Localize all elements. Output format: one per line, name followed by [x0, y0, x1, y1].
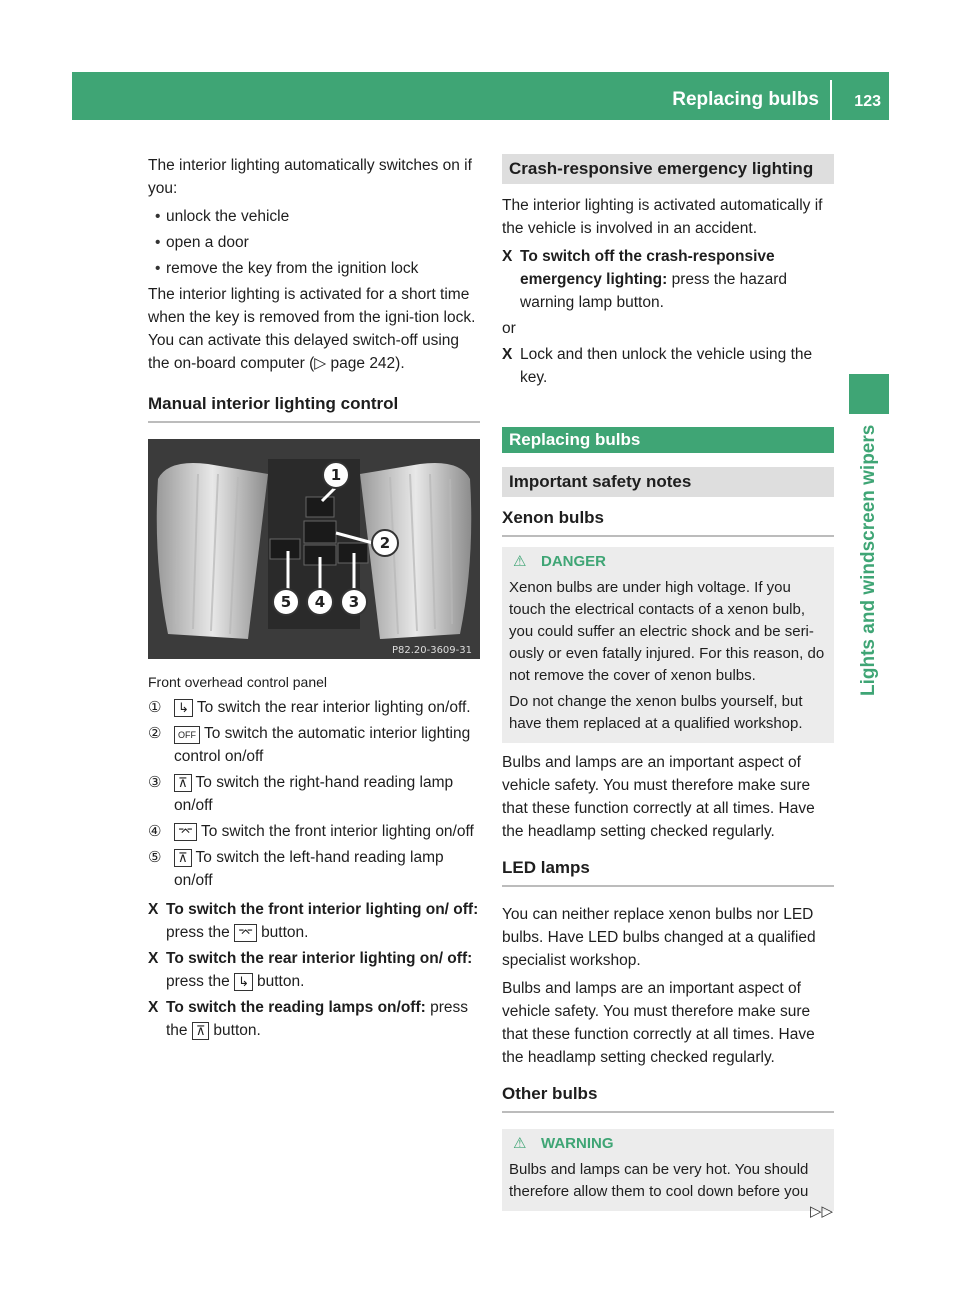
legend-item: ① ↳ To switch the rear interior lighting on/off. [148, 699, 471, 716]
bullet-item: • unlock the vehicle [148, 205, 480, 228]
legend-item: ③ ⊼ To switch the right-hand reading lamp on/off [148, 774, 454, 814]
overhead-panel-photo [148, 439, 480, 659]
legend-item: ⑤ ⊼ To switch the left-hand reading lamp on/off [148, 849, 444, 889]
led-text: You can neither replace xenon bulbs nor LED bulbs. Have LED bulbs changed at a qualified specialist workshop. [502, 906, 816, 969]
step-arrow-icon: X [148, 950, 159, 967]
step-arrow-icon: X [148, 901, 159, 918]
rear-light-switch [306, 497, 334, 517]
intro-text: The interior lighting automatically switches on if you: [148, 157, 472, 197]
warning-triangle-icon: ⚠ [513, 1135, 527, 1152]
xenon-text: Bulbs and lamps are an important aspect of vehicle safety. You must therefore make sure that these function correctly at all times. Have the headlamp setting checked regularly. [502, 754, 815, 840]
led-heading: LED lamps [502, 857, 834, 887]
overhead-panel-illustration [148, 439, 480, 659]
led-text: Bulbs and lamps are an important aspect of vehicle safety. You must therefore make sure that these function correctly at all times. Have the headlamp setting checked regularly. [502, 980, 815, 1066]
rear-light-icon: ↳ [234, 973, 253, 991]
left-reading-switch [270, 539, 300, 559]
xenon-heading: Xenon bulbs [502, 507, 834, 537]
continue-mark: ▷▷ [810, 1203, 834, 1220]
warning-triangle-icon: ⚠ [513, 553, 527, 570]
bullet-item: • remove the key from the ignition lock [148, 257, 480, 280]
callout-4: 4 [314, 593, 326, 611]
auto-light-icon: OFF [174, 726, 200, 744]
front-light-icon: ⌤ [234, 924, 257, 942]
side-tab-label: Lights and windscreen wipers [858, 425, 879, 697]
reading-lamp-icon: ⊼ [174, 774, 192, 792]
safety-notes-heading: Important safety notes [502, 467, 834, 497]
danger-title: ⚠ DANGER [509, 551, 827, 573]
instruction-step: X To switch off the crash-responsive emergency lighting: press the hazard warning lamp button. [502, 245, 834, 314]
step-arrow-icon: X [502, 346, 513, 363]
warning-title: ⚠ WARNING [509, 1133, 827, 1155]
auto-light-switch [304, 521, 336, 543]
other-bulbs-heading: Other bulbs [502, 1083, 834, 1113]
replacing-bulbs-heading: Replacing bulbs [502, 427, 834, 453]
left-column [148, 154, 480, 1045]
callout-2: 2 [379, 534, 391, 552]
header-title: Replacing bulbs [672, 89, 819, 110]
front-light-icon: ⌤ [174, 823, 197, 841]
callout-3: 3 [348, 593, 360, 611]
step-arrow-icon: X [148, 999, 159, 1016]
legend-item: ④ ⌤ To switch the front interior lighting on/off [148, 823, 474, 840]
reading-lamp-icon: ⊼ [174, 849, 192, 867]
crash-text: The interior lighting is activated automatically if the vehicle is involved in an accident. [502, 197, 823, 237]
page-number: 123 [854, 93, 881, 110]
or-text: or [502, 320, 516, 337]
photo-code: P82.20-3609-31 [391, 645, 472, 656]
header-divider [830, 80, 832, 120]
right-column [502, 154, 834, 1219]
callout-5: 5 [280, 593, 292, 611]
page-header [72, 72, 889, 120]
reading-lamp-icon: ⊼ [192, 1022, 210, 1040]
photo-caption: Front overhead control panel [148, 674, 327, 690]
instruction-step: X To switch the rear interior lighting on/ off: press the ↳ button. [148, 947, 480, 993]
warning-box [502, 1129, 834, 1211]
delay-text: The interior lighting is activated for a short time when the key is removed from the igni-tion lock. You can activate this delayed switch-off using the on-board computer (▷ page 242). [148, 286, 476, 372]
section-heading-manual: Manual interior lighting control [148, 393, 480, 423]
instruction-step: X To switch the front interior lighting on/ off: press the ⌤ button. [148, 898, 480, 944]
instruction-step: X To switch the reading lamps on/off: press the ⊼ button. [148, 996, 480, 1042]
page-ref-link[interactable]: (▷ page 242). [309, 355, 405, 372]
warning-text: Bulbs and lamps can be very hot. You should therefore allow them to cool down before you [509, 1161, 809, 1200]
callout-1: 1 [330, 466, 342, 484]
danger-text: Do not change the xenon bulbs yourself, but have them replaced at a qualified workshop. [509, 693, 803, 732]
danger-text: Xenon bulbs are under high voltage. If you touch the electrical contacts of a xenon bulb, you could suffer an electric shock and be seri-ously or even fatally injured. For this reason, do not remove the cover of xenon bulbs. [509, 579, 825, 684]
danger-box [502, 547, 834, 743]
crash-heading: Crash-responsive emergency lighting [502, 154, 834, 184]
rear-light-icon: ↳ [174, 699, 193, 717]
legend-item: ② OFF To switch the automatic interior lighting control on/off [148, 725, 471, 765]
bullet-item: • open a door [148, 231, 480, 254]
side-tab-marker [849, 374, 889, 414]
step-arrow-icon: X [502, 248, 513, 265]
instruction-step: X Lock and then unlock the vehicle using the key. [502, 343, 834, 389]
